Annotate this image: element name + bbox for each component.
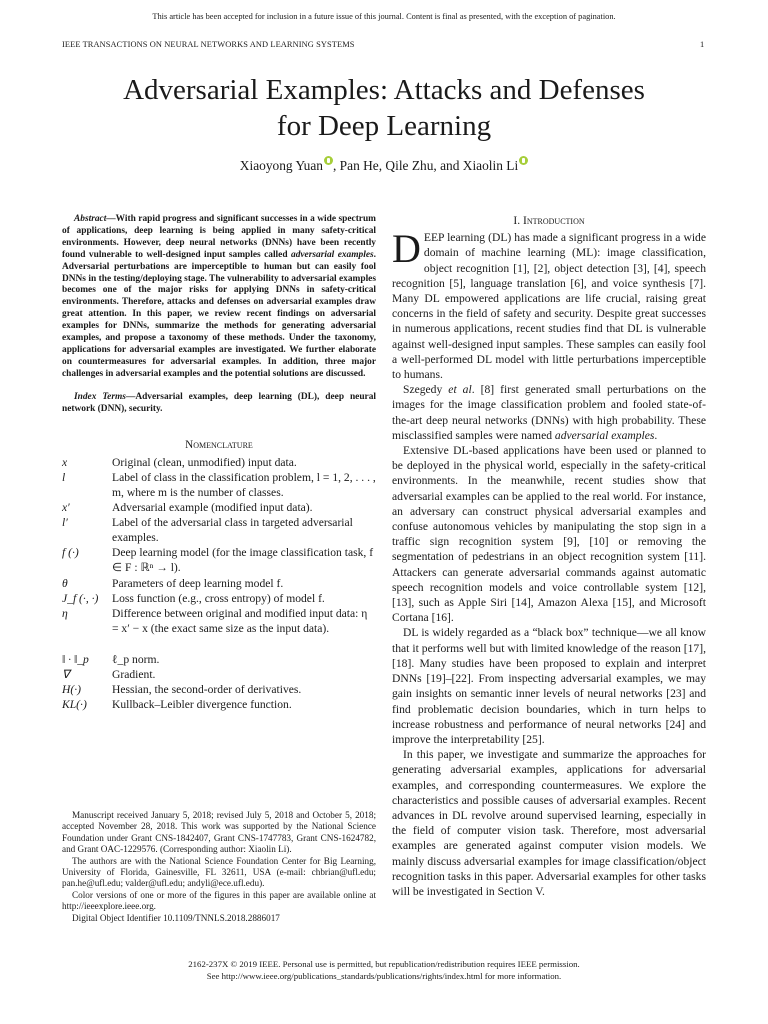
index-terms-text: Adversarial examples, deep learning (DL), deep neural network (DNN), security. [62,391,376,414]
intro-paragraph-4: DL is widely regarded as a “black box” technique—we all know that it performs well but with limited knowledge of the reason [17], [18]. Many studies have been proposed to explain and interpret DNNs [19]–[22]. From inspecting adversarial examples, we may gain insights on semantic inner levels of neural networks [23] and find problematic decision boundaries, which in turn helps to increase robustness and performance of neural networks [24] and improve the interpretability [25]. [392,626,706,746]
nomenclature-list [62,455,376,717]
nom-symbol: x [62,455,68,469]
intro-p2-c: . [654,428,658,442]
nom-symbol: ‖ · ‖_p [62,652,89,666]
page-number: 1 [700,40,705,49]
copyright-notice [0,958,768,982]
section-heading-introduction: I. Introduction [513,214,585,227]
abstract-label: Abstract [74,214,107,224]
copyright-line-2: See http://www.ieee.org/publications_standards/publications/rights/index.html for more information. [206,971,562,981]
right-column [392,213,706,899]
drop-cap: D [392,226,421,272]
nom-definition: ℓ_p norm. [112,652,160,666]
intro-paragraph-1 [392,226,706,382]
nom-symbol: ∇ [62,667,70,681]
author-others: , Pan He, Qile Zhu, and Xiaolin Li [332,158,519,173]
title-line-2: for Deep Learning [276,110,492,142]
abstract [62,214,376,381]
nom-definition: Gradient. [112,667,156,681]
orcid-icon[interactable] [519,156,528,165]
nom-definition: Hessian, the second-order of derivatives. [112,682,302,696]
journal-header: IEEE TRANSACTIONS ON NEURAL NETWORKS AND LEARNING SYSTEMS [62,40,355,49]
nom-symbol: l [62,470,66,484]
intro-p1-text: EEP learning (DL) has made a significant progress in a wide domain of machine learning (ML): image classification, object recognition [1], [2], object detection [3], [4], speech recognition [5], language translation [6], and voice synthesis [7]. Many DL empowered applications are life crucial, raising great concerns in the field of safety and security. Despite great successes in numerous applications, recent studies find that DL is vulnerable against well-designed input samples. These samples can easily fool a well-performed DL model with little perturbations imperceptible to humans. [392,231,706,382]
nom-symbol: KL(·) [62,697,87,711]
author-yuan: Xiaoyong Yuan [239,158,323,173]
intro-p2-etal: et al [448,383,472,397]
footnote-authors: The authors are with the National Science Foundation Center for Big Learning, University of Florida, Gainesville, FL 32611, USA (e-mail: chbrian@ufl.edu; pan.he@ufl.edu; valder@ufl.edu; andyli@ece.ufl.edu). [62,855,376,889]
copyright-line-1: 2162-237X © 2019 IEEE. Personal use is permitted, but republication/redistribution requires IEEE permission. [188,959,580,969]
nom-symbol: η [62,606,68,620]
nom-definition: Parameters of deep learning model f. [112,576,284,590]
footnote-color: Color versions of one or more of the figures in this paper are available online at http://ieeexplore.ieee.org. [62,889,376,912]
nom-definition: Original (clean, unmodified) input data. [112,455,297,469]
index-terms-label: Index Terms [74,391,126,402]
index-terms [62,392,376,416]
intro-p2-a: Szegedy [403,383,449,397]
footnote [62,810,376,924]
intro-paragraph-2 [392,382,706,443]
intro-p2-b: . [8] first generated small perturbations on the images for the image classification problem and fooled state-of-the-art deep neural networks (DNNs) with high probability. These misclassified samples were named [392,383,706,442]
abstract-italic: adversarial examples [291,249,374,260]
nom-symbol: J_f (·, ·) [62,591,99,605]
title-line-1: Adversarial Examples: Attacks and Defenses [123,74,645,106]
nomenclature-heading: Nomenclature [185,438,253,451]
nom-symbol: θ [62,576,68,590]
nom-symbol: x′ [62,500,70,514]
intro-paragraph-5: In this paper, we investigate and summarize the approaches for generating adversarial examples, applications for adversarial examples, and corresponding countermeasures. We explore the characteristics and possible causes of adversarial examples. Recent advances in DL revolve around supervised learning, especially in the field of computer vision task. Therefore, most adversarial examples are generated against computer vision models. We mainly discuss adversarial examples for image classification/object recognition tasks in this paper. Adversarial examples for other tasks will be investigated in Section V. [392,748,706,898]
footnote-manuscript: Manuscript received January 5, 2018; revised July 5, 2018 and October 5, 2018; accepted November 28, 2018. This work was supported by the National Science Foundation under Grant CNS-1842407, Grant CNS-1747783, Grant CNS-1624782, and Grant OAC-1229576. (Corresponding author: Xiaolin Li). [62,810,376,855]
left-column [62,214,376,717]
footnote-doi: Digital Object Identifier 10.1109/TNNLS.2018.2886017 [72,912,280,923]
abstract-text-1: With rapid progress and significant successes in a wide spectrum of applications, deep learning is being applied in many safety-critical environments. However, deep neural networks (DNNs) have been recently found vulnerable to well-designed input samples called [62,214,376,260]
nom-definition: Deep learning model (for the image classification task, f ∈ F : ℝⁿ → l). [112,545,374,574]
nom-definition: Adversarial example (modified input data). [112,500,313,514]
nom-definition: Label of the adversarial class in targeted adversarial examples. [112,515,353,544]
author-list [0,156,768,174]
nom-definition: Difference between original and modified input data: η = x′ − x (the exact same size as the input data). [112,606,368,635]
nom-definition: Label of class in the classification problem, l = 1, 2, . . . , m, where m is the number of classes. [112,470,376,499]
index-terms-dash: — [125,391,136,402]
nom-definition: Kullback–Leibler divergence function. [112,697,292,711]
nom-symbol: l′ [62,515,68,529]
nom-symbol: f (·) [62,545,79,559]
nom-symbol: H(·) [62,682,81,696]
intro-p2-italic: adversarial examples [554,428,655,442]
paper-title [0,72,768,144]
orcid-icon[interactable] [324,156,333,165]
acceptance-notice: This article has been accepted for inclusion in a future issue of this journal. Content is final as presented, with the exception of pagination. [152,12,616,21]
abstract-text-2: . Adversarial perturbations are imperceptible to human but can easily fool DNNs in the testing/deploying stage. The vulnerability to adversarial examples becomes one of the major risks for applying DNNs in safety-critical environments. Therefore, attacks and defenses on adversarial examples draw great attention. In this paper, we review recent findings on adversarial examples for DNNs, summarize the methods for generating adversarial examples, and propose a taxonomy of these methods. Under the taxonomy, applications for adversarial examples are investigated. We further elaborate on countermeasures for adversarial examples. In addition, three major challenges in adversarial examples and the potential solutions are discussed. [62,249,376,379]
nom-definition: Loss function (e.g., cross entropy) of model f. [112,591,325,605]
abstract-dash: — [106,214,116,224]
intro-paragraph-3: Extensive DL-based applications have been used or planned to be deployed in the physical world, especially in the safety-critical environments. In the meanwhile, recent studies show that adversarial examples can be applied to the real world. For instance, an adversary can construct physical adversarial examples and confuse autonomous vehicles by manipulating the stop sign in a traffic sign recognition system [9], [10] or removing the segmentation of pedestrians in an object recognition system [11]. Attackers can generate adversarial commands against automatic speech recognition models and voice controllable system [12], [13], such as Apple Siri [14], Amazon Alexa [15], and Microsoft Cortana [16]. [392,444,706,625]
